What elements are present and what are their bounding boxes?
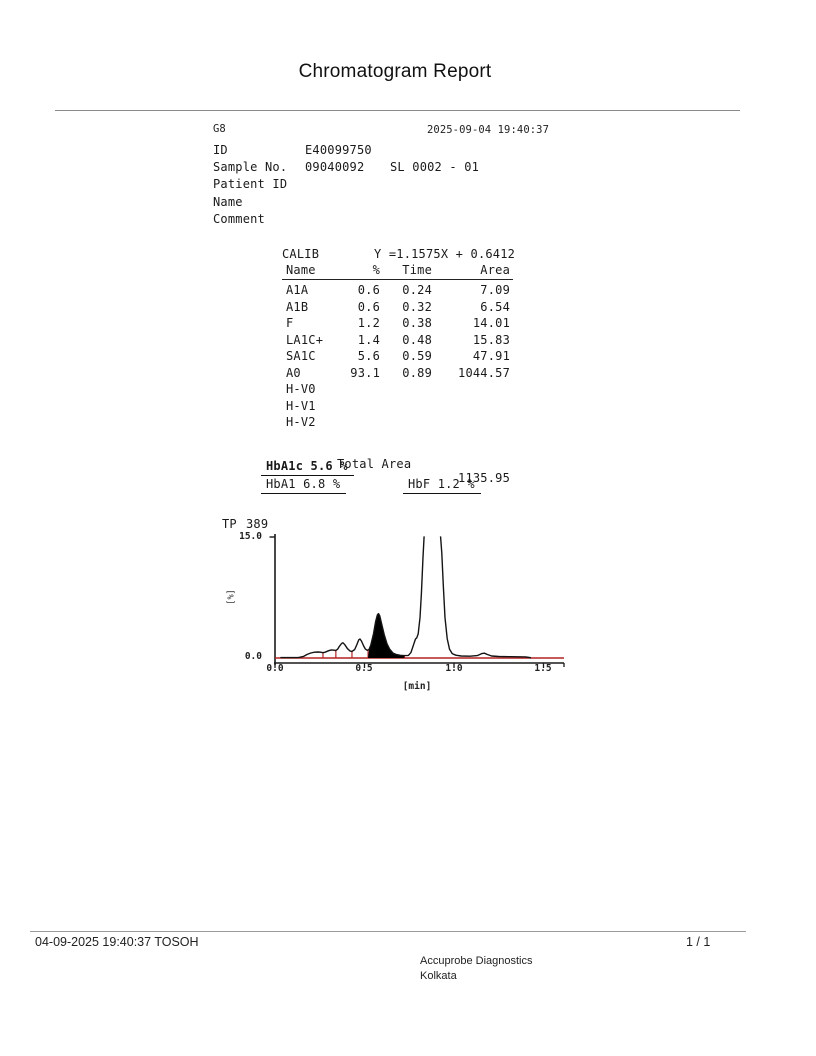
y-axis-max-label: 15.0 bbox=[239, 531, 262, 542]
table-header-rule bbox=[282, 279, 513, 280]
footer-page-number: 1 / 1 bbox=[686, 935, 711, 949]
cell-time: 0.38 bbox=[402, 316, 432, 330]
cell-pct: 1.4 bbox=[357, 332, 380, 347]
table-row bbox=[284, 333, 510, 350]
x-tick-15: 1.5 bbox=[534, 663, 552, 674]
footer-organization bbox=[420, 954, 533, 984]
cell-time: 0.32 bbox=[402, 299, 432, 314]
y-axis-min-label: 0.0 bbox=[244, 651, 262, 662]
x-tick-0: 0.0 bbox=[266, 663, 284, 674]
table-row bbox=[284, 349, 510, 366]
device-model: G8 bbox=[213, 123, 226, 135]
total-area-value: 1135.95 bbox=[458, 471, 510, 485]
cell-area: 7.09 bbox=[480, 283, 510, 297]
field-label: Sample No. bbox=[213, 160, 288, 175]
x-axis-title: [min] bbox=[402, 681, 432, 692]
field-label: Patient ID bbox=[213, 177, 288, 192]
sample-field-row bbox=[213, 143, 573, 160]
x-tick-10: 1.0 bbox=[445, 663, 463, 674]
cell-name: A0 bbox=[286, 365, 301, 380]
sample-field-row bbox=[213, 212, 573, 229]
field-label: ID bbox=[213, 143, 228, 157]
footer-divider bbox=[30, 931, 746, 932]
cell-name: A1B bbox=[286, 299, 309, 314]
cell-area: 47.91 bbox=[472, 349, 510, 363]
column-header-name: Name bbox=[286, 263, 316, 277]
column-header-pct: % bbox=[372, 263, 380, 277]
field-value: 09040092 bbox=[305, 160, 365, 175]
cell-pct: 93.1 bbox=[350, 365, 380, 380]
field-label: Comment bbox=[213, 211, 265, 226]
cell-name: H-V0 bbox=[286, 382, 316, 396]
column-header-area: Area bbox=[480, 263, 510, 277]
sample-info-block bbox=[213, 143, 573, 233]
chart-tp-value: 389 bbox=[246, 517, 269, 531]
sample-field-row bbox=[213, 195, 573, 212]
cell-pct: 0.6 bbox=[357, 283, 380, 297]
chromatogram-trace bbox=[280, 529, 531, 658]
page-title: Chromatogram Report bbox=[298, 61, 492, 82]
cell-pct: 5.6 bbox=[357, 349, 380, 363]
total-area-label: Total Area bbox=[337, 457, 412, 471]
chromatogram-plot bbox=[260, 528, 572, 680]
org-city: Kolkata bbox=[420, 970, 457, 982]
cell-name: SA1C bbox=[286, 349, 316, 363]
cell-pct: 0.6 bbox=[357, 299, 380, 314]
field-value: E40099750 bbox=[305, 143, 372, 157]
field-extra: SL 0002 - 01 bbox=[390, 160, 480, 175]
chart-tp-label: TP bbox=[222, 517, 237, 531]
result-hba1: HbA1 6.8 % bbox=[261, 477, 346, 494]
cell-area: 1044.57 bbox=[458, 365, 510, 380]
field-label: Name bbox=[213, 194, 243, 209]
calib-label: CALIB bbox=[282, 247, 320, 261]
table-row bbox=[284, 300, 510, 317]
table-row bbox=[284, 316, 510, 333]
cell-time: 0.89 bbox=[402, 365, 432, 380]
result-hba1c: HbA1c 5.6 % bbox=[261, 459, 354, 476]
result-hbf: HbF 1.2 % bbox=[403, 477, 481, 494]
sample-field-row bbox=[213, 177, 573, 194]
table-row bbox=[284, 283, 510, 300]
cell-name: F bbox=[286, 316, 294, 330]
cell-name: A1A bbox=[286, 283, 309, 297]
cell-name: H-V1 bbox=[286, 398, 316, 413]
cell-time: 0.59 bbox=[402, 349, 432, 363]
x-tick-05: 0.5 bbox=[355, 663, 373, 674]
y-axis-title: [%] bbox=[226, 589, 237, 605]
table-row bbox=[284, 399, 510, 416]
footer-timestamp: 04-09-2025 19:40:37 TOSOH bbox=[35, 935, 199, 949]
table-row bbox=[284, 382, 510, 399]
calib-equation: Y =1.1575X + 0.6412 bbox=[374, 247, 516, 261]
sample-field-row bbox=[213, 160, 573, 177]
cell-name: H-V2 bbox=[286, 415, 316, 429]
cell-area: 6.54 bbox=[480, 299, 510, 314]
cell-pct: 1.2 bbox=[357, 316, 380, 330]
column-header-time: Time bbox=[402, 263, 432, 277]
org-name: Accuprobe Diagnostics bbox=[420, 955, 533, 967]
report-datetime: 2025-09-04 19:40:37 bbox=[427, 124, 550, 136]
cell-time: 0.48 bbox=[402, 332, 432, 347]
cell-area: 15.83 bbox=[472, 332, 510, 347]
table-row bbox=[284, 366, 510, 383]
cell-name: LA1C+ bbox=[286, 332, 324, 347]
table-row bbox=[284, 415, 510, 432]
cell-area: 14.01 bbox=[472, 316, 510, 330]
title-divider bbox=[55, 110, 740, 111]
cell-time: 0.24 bbox=[402, 283, 432, 297]
